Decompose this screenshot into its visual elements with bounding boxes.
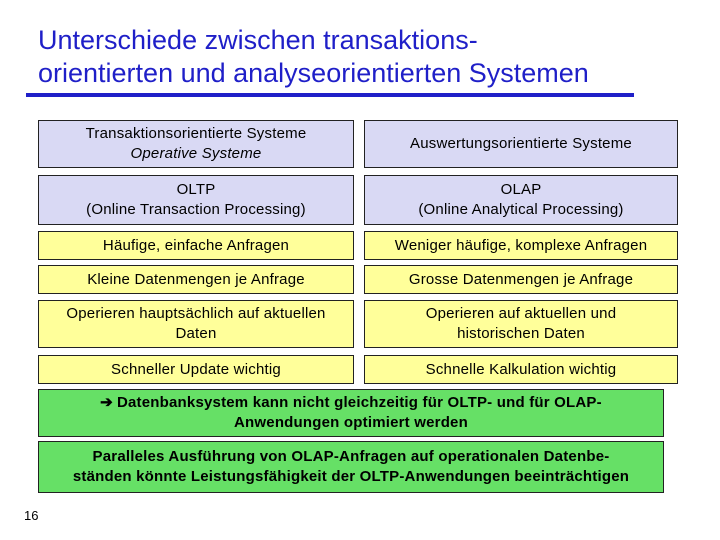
row-3-right: [364, 300, 678, 348]
header-auswertung-label: Auswertungsorientierte Systeme: [410, 135, 632, 152]
row-3-left-text-2: Daten: [175, 325, 217, 342]
oltp-expansion: (Online Transaction Processing): [86, 201, 306, 218]
olap-acronym: OLAP: [500, 181, 542, 198]
row-3-right-text-1: Operieren auf aktuellen und: [425, 305, 617, 322]
row-1-right: [364, 231, 678, 260]
cell-olap: [364, 175, 678, 225]
slide-title-line-2: orientierten und analyseorientierten Systemen: [38, 58, 589, 88]
slide-title-line-1: Unterschiede zwischen transaktions-: [38, 25, 478, 55]
row-4-right: [364, 355, 678, 384]
row-2-right: [364, 265, 678, 294]
row-2-right-text: Grosse Datenmengen je Anfrage: [408, 270, 634, 288]
row-3-right-text-2: historischen Daten: [457, 325, 585, 342]
conclusion-1-line-1-text: Datenbanksystem kann nicht gleichzeitig für OLTP- und für OLAP-: [116, 394, 602, 411]
row-1-right-text: Weniger häufige, komplexe Anfragen: [394, 236, 648, 254]
row-3-left-text-1: Operieren hauptsächlich auf aktuellen: [66, 305, 326, 322]
arrow-right-icon: ➔: [100, 394, 113, 411]
conclusion-1-line-1: [100, 393, 602, 413]
slide-title: [38, 24, 658, 90]
page-number: 16: [24, 508, 39, 523]
row-4-left-text: Schneller Update wichtig: [111, 360, 281, 378]
conclusion-2-line-1: Paralleles Ausführung von OLAP-Anfragen auf operationalen Datenbe-: [92, 448, 610, 465]
row-1-left-text: Häufige, einfache Anfragen: [102, 236, 290, 254]
oltp-acronym: OLTP: [176, 181, 216, 198]
conclusion-2-line-2: ständen könnte Leistungsfähigkeit der OLTP-Anwendungen beeinträchtigen: [72, 468, 630, 485]
title-underline: [26, 93, 634, 97]
header-transaktion-label: Transaktionsorientierte Systeme: [85, 125, 307, 142]
cell-oltp: [38, 175, 354, 225]
conclusion-box-2: [38, 441, 664, 493]
header-transaktion: [38, 120, 354, 168]
row-2-left: [38, 265, 354, 294]
olap-expansion: (Online Analytical Processing): [418, 201, 624, 218]
header-auswertung: [364, 120, 678, 168]
conclusion-box-1: [38, 389, 664, 437]
row-3-left: [38, 300, 354, 348]
row-1-left: [38, 231, 354, 260]
row-4-left: [38, 355, 354, 384]
row-2-left-text: Kleine Datenmengen je Anfrage: [87, 270, 305, 288]
conclusion-1-line-2: Anwendungen optimiert werden: [234, 414, 468, 431]
header-transaktion-sublabel: Operative Systeme: [130, 145, 262, 162]
row-4-right-text: Schnelle Kalkulation wichtig: [425, 360, 617, 378]
